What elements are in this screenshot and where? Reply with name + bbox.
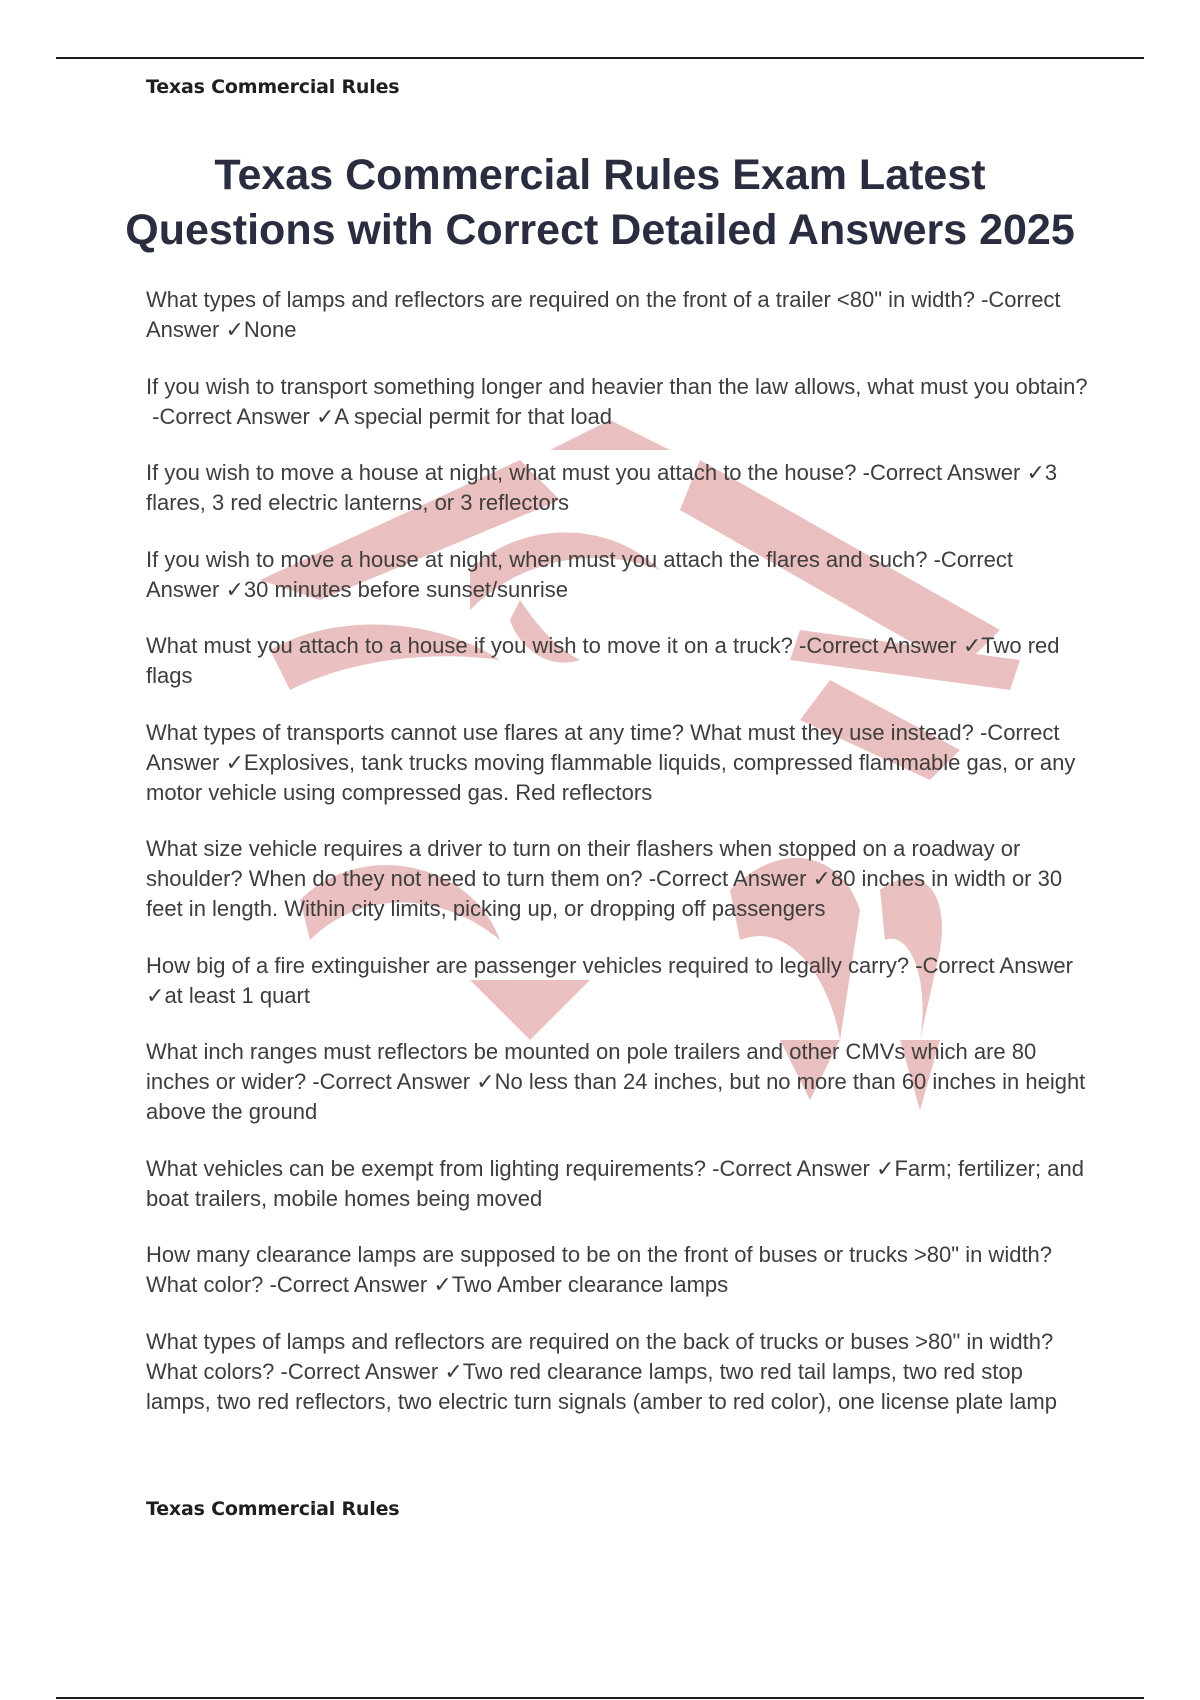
answer-prefix: -Correct Answer ✓ (648, 866, 831, 891)
answer-prefix: -Correct Answer ✓ (146, 719, 1060, 775)
answer-prefix: -Correct Answer ✓ (280, 1358, 463, 1384)
answer-text: Explosives, tank trucks moving flammable liquids, compressed flammable gas, or any motor vehicle using compressed gas. Red reflectors (146, 749, 1076, 805)
qa-item (146, 718, 1091, 808)
bottom-rule (56, 1697, 1144, 1699)
answer-text: 3 flares, 3 red electric lanterns, or 3 reflectors (146, 460, 1058, 515)
answer-prefix: -Correct Answer ✓ (146, 287, 1061, 342)
question-text: What types of lamps and reflectors are required on the back of trucks or buses >80" in width? What colors? (146, 1328, 1054, 1384)
answer-text: Two Amber clearance lamps (451, 1272, 729, 1297)
answer-text: 30 minutes before sunset/sunrise (243, 576, 568, 602)
question-text: If you wish to transport something longer and heavier than the law allows, what must you obtain? (146, 373, 1088, 399)
question-text: What must you attach to a house if you wish to move it on a truck? (146, 633, 793, 658)
question-text: What vehicles can be exempt from lighting requirements? (146, 1155, 707, 1181)
qa-item (146, 834, 1091, 924)
question-text: If you wish to move a house at night, when must you attach the flares and such? (146, 546, 928, 572)
answer-text: Farm; fertilizer; and boat trailers, mobile homes being moved (146, 1155, 1084, 1211)
question-text: If you wish to move a house at night, what must you attach to the house? (146, 460, 857, 485)
qa-item (146, 1240, 1091, 1300)
qa-item (146, 951, 1091, 1011)
qa-item (146, 458, 1091, 518)
question-text: What inch ranges must reflectors be mounted on pole trailers and other CMVs which are 80 inches or wider? (146, 1039, 1037, 1094)
question-text: What size vehicle requires a driver to turn on their flashers when stopped on a roadway or shoulder? When do they not need to turn them on? (146, 836, 1021, 891)
answer-text: None (243, 317, 297, 342)
qa-item (146, 1154, 1091, 1214)
answer-text: A special permit for that load (334, 403, 612, 429)
answer-prefix: -Correct Answer ✓ (312, 1069, 495, 1094)
document-title: Texas Commercial Rules Exam Latest Questions with Correct Detailed Answers 2025 (125, 151, 1075, 254)
running-footer: Texas Commercial Rules (146, 1498, 400, 1520)
answer-prefix: -Correct Answer ✓ (152, 403, 335, 429)
top-rule (56, 57, 1144, 59)
question-text: How big of a fire extinguisher are passenger vehicles required to legally carry? (146, 952, 910, 978)
answer-prefix: -Correct Answer ✓ (146, 952, 1073, 1008)
qa-item (146, 1327, 1091, 1417)
answer-text: at least 1 quart (164, 982, 310, 1008)
qa-item (146, 1037, 1091, 1127)
answer-text: Two red clearance lamps, two red tail lamps, two red stop lamps, two red reflectors, two electric turn signals (amber to red color), one license plate lamp (146, 1358, 1057, 1414)
qa-item (146, 372, 1091, 432)
answer-text: 80 inches in width or 30 feet in length. Within city limits, picking up, or dropping off passengers (146, 866, 1063, 921)
qa-list (146, 285, 1091, 1443)
question-text: How many clearance lamps are supposed to be on the front of buses or trucks >80" in width? What color? (146, 1242, 1053, 1297)
qa-item (146, 545, 1091, 605)
answer-prefix: -Correct Answer ✓ (146, 546, 1014, 602)
answer-text: Two red flags (146, 633, 1060, 688)
question-text: What types of lamps and reflectors are required on the front of a trailer <80" in width? (146, 287, 975, 312)
qa-item (146, 285, 1091, 345)
answer-prefix: -Correct Answer ✓ (269, 1272, 452, 1297)
answer-prefix: -Correct Answer ✓ (799, 633, 982, 658)
running-header: Texas Commercial Rules (146, 76, 400, 98)
question-text: What types of transports cannot use flares at any time? What must they use instead? (146, 719, 974, 745)
qa-item (146, 631, 1091, 691)
answer-prefix: -Correct Answer ✓ (862, 460, 1045, 485)
answer-text: No less than 24 inches, but no more than 60 inches in height above the ground (146, 1069, 1086, 1124)
answer-prefix: -Correct Answer ✓ (712, 1155, 895, 1181)
